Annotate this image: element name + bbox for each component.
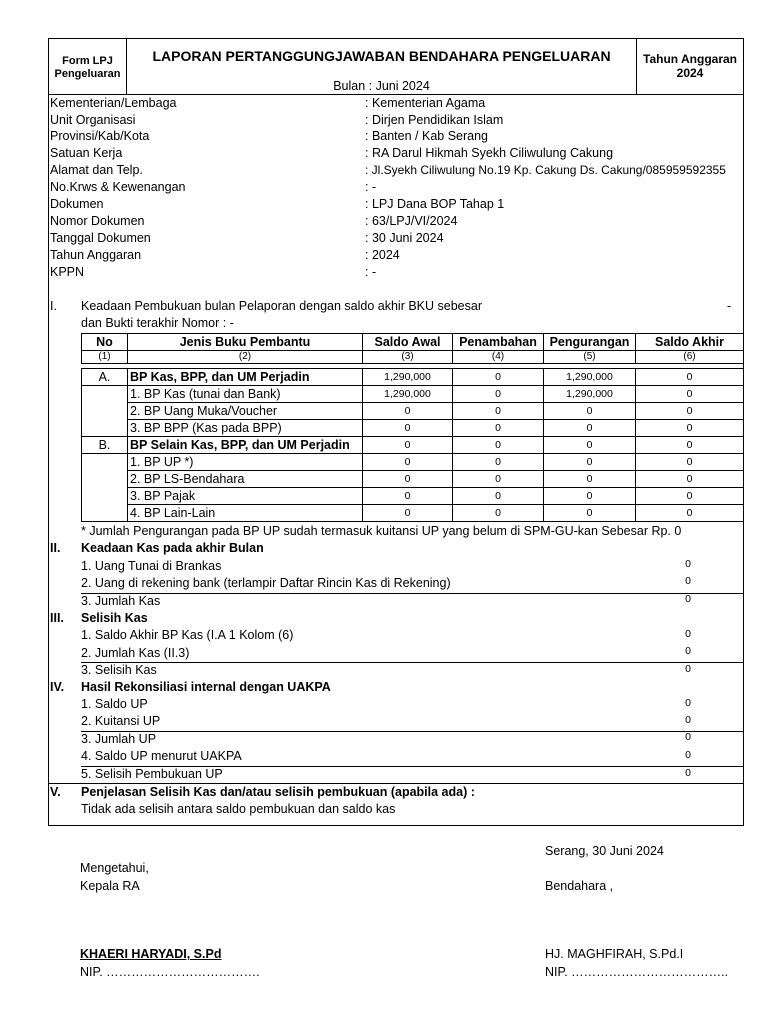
- row-number: [82, 386, 128, 437]
- section5-text: Tidak ada selisih antara saldo pembukuan dan saldo kas: [81, 802, 396, 816]
- table-footnote: * Jumlah Pengurangan pada BP UP sudah termasuk kuitansi UP yang belum di SPM-GU-kan Sebesar Rp. 0: [81, 524, 682, 538]
- row-name: BP Selain Kas, BPP, dan UM Perjadin: [128, 437, 363, 454]
- sub-ledger-table: [81, 333, 744, 522]
- penambahan: 0: [453, 505, 544, 522]
- pengurangan: 0: [544, 454, 636, 471]
- budget-year: [636, 39, 743, 95]
- place-date: Serang, 30 Juni 2024: [545, 844, 664, 858]
- penambahan: 0: [453, 437, 544, 454]
- column-header: Saldo Akhir: [636, 334, 744, 351]
- pengurangan: 0: [544, 420, 636, 437]
- row-name: 2. BP LS-Bendahara: [128, 471, 363, 488]
- row-name: 2. BP Uang Muka/Voucher: [128, 403, 363, 420]
- report-title: LAPORAN PERTANGGUNGJAWABAN BENDAHARA PENGELUARAN: [152, 48, 611, 64]
- table-row: [82, 505, 744, 522]
- info-label: Provinsi/Kab/Kota: [50, 129, 150, 143]
- saldo-awal: 0: [363, 488, 453, 505]
- info-value: : -: [365, 265, 377, 279]
- penambahan: 0: [453, 454, 544, 471]
- saldo-akhir: 0: [636, 437, 744, 454]
- column-header: Penambahan: [453, 334, 544, 351]
- section2-value: 0: [685, 593, 691, 605]
- info-label: KPPN: [50, 265, 85, 279]
- info-value: : RA Darul Hikmah Syekh Ciliwulung Cakung: [365, 146, 614, 160]
- saldo-awal: 0: [363, 403, 453, 420]
- column-header: Jenis Buku Pembantu: [128, 334, 363, 351]
- info-label: Tahun Anggaran: [50, 248, 142, 262]
- info-label: Alamat dan Telp.: [50, 163, 143, 177]
- section2-title: Keadaan Kas pada akhir Bulan: [81, 541, 264, 555]
- info-label: Unit Organisasi: [50, 113, 136, 127]
- saldo-akhir: 0: [636, 403, 744, 420]
- column-index: (5): [544, 351, 636, 364]
- table-row: [82, 420, 744, 437]
- info-value: : 2024: [365, 248, 400, 262]
- section4-value: 0: [685, 767, 691, 779]
- info-value: : Kementerian Agama: [365, 96, 486, 110]
- left-nip: NIP. ……………………………….: [80, 965, 260, 979]
- table-row: [82, 386, 744, 403]
- pengurangan: 1,290,000: [544, 386, 636, 403]
- form-label: [49, 39, 127, 95]
- column-index: (4): [453, 351, 544, 364]
- divider: [81, 731, 743, 732]
- section-number: IV.: [50, 680, 65, 694]
- info-label: Satuan Kerja: [50, 146, 123, 160]
- row-number: [82, 454, 128, 522]
- section4-value: 0: [685, 697, 691, 709]
- section4-item: 5. Selisih Pembukuan UP: [81, 767, 223, 781]
- divider: [81, 662, 743, 663]
- section1-amount: -: [727, 299, 732, 313]
- column-header: Pengurangan: [544, 334, 636, 351]
- title-cell: [127, 39, 636, 95]
- info-label: Kementerian/Lembaga: [50, 96, 177, 110]
- saldo-akhir: 0: [636, 471, 744, 488]
- pengurangan: 0: [544, 471, 636, 488]
- row-name: 4. BP Lain-Lain: [128, 505, 363, 522]
- pengurangan: 0: [544, 437, 636, 454]
- row-name: 3. BP BPP (Kas pada BPP): [128, 420, 363, 437]
- section4-value: 0: [685, 714, 691, 726]
- pengurangan: 0: [544, 505, 636, 522]
- table-row: [82, 454, 744, 471]
- penambahan: 0: [453, 471, 544, 488]
- section3-value: 0: [685, 663, 691, 675]
- acknowledged-label: Mengetahui,: [80, 861, 149, 875]
- right-signatory-name: HJ. MAGHFIRAH, S.Pd.I: [545, 947, 684, 961]
- section-number: III.: [50, 611, 64, 625]
- section1-text2: dan Bukti terakhir Nomor : -: [81, 316, 234, 330]
- section2-item: 2. Uang di rekening bank (terlampir Daftar Rincin Kas di Rekening): [81, 576, 451, 590]
- row-number: B.: [82, 437, 128, 454]
- table-row: [82, 471, 744, 488]
- saldo-awal: 1,290,000: [363, 369, 453, 386]
- saldo-awal: 0: [363, 505, 453, 522]
- saldo-akhir: 0: [636, 420, 744, 437]
- saldo-akhir: 0: [636, 369, 744, 386]
- right-nip: NIP. ………………………………..: [545, 965, 729, 979]
- column-header: Saldo Awal: [363, 334, 453, 351]
- pengurangan: 1,290,000: [544, 369, 636, 386]
- row-name: 1. BP Kas (tunai dan Bank): [128, 386, 363, 403]
- info-value: : Jl.Syekh Ciliwulung No.19 Kp. Cakung Ds. Cakung/085959592355: [365, 163, 726, 177]
- row-name: BP Kas, BPP, dan UM Perjadin: [128, 369, 363, 386]
- section4-item: 1. Saldo UP: [81, 697, 148, 711]
- section3-item: 2. Jumlah Kas (II.3): [81, 646, 190, 660]
- saldo-awal: 0: [363, 454, 453, 471]
- section-number: V.: [50, 785, 61, 799]
- saldo-awal: 1,290,000: [363, 386, 453, 403]
- column-index: (2): [128, 351, 363, 364]
- section4-title: Hasil Rekonsiliasi internal dengan UAKPA: [81, 680, 331, 694]
- saldo-awal: 0: [363, 437, 453, 454]
- column-index: (6): [636, 351, 744, 364]
- section3-item: 3. Selisih Kas: [81, 663, 157, 677]
- left-role: Kepala RA: [80, 879, 140, 893]
- table-row: [82, 403, 744, 420]
- budget-year-label: Tahun Anggaran: [643, 52, 737, 66]
- section2-value: 0: [685, 575, 691, 587]
- info-value: : Banten / Kab Serang: [365, 129, 489, 143]
- column-index: (3): [363, 351, 453, 364]
- penambahan: 0: [453, 420, 544, 437]
- penambahan: 0: [453, 403, 544, 420]
- info-label: No.Krws & Kewenangan: [50, 180, 186, 194]
- pengurangan: 0: [544, 488, 636, 505]
- form-label-line1: Form LPJ: [62, 55, 113, 67]
- left-signatory-name: KHAERI HARYADI, S.Pd: [80, 947, 222, 961]
- section-number: I.: [50, 299, 57, 313]
- column-header: No: [82, 334, 128, 351]
- table-row: [82, 488, 744, 505]
- info-label: Tanggal Dokumen: [50, 231, 151, 245]
- section3-value: 0: [685, 645, 691, 657]
- column-index: (1): [82, 351, 128, 364]
- section3-item: 1. Saldo Akhir BP Kas (I.A 1 Kolom (6): [81, 628, 294, 642]
- section3-title: Selisih Kas: [81, 611, 148, 625]
- row-number: A.: [82, 369, 128, 386]
- section3-value: 0: [685, 628, 691, 640]
- saldo-akhir: 0: [636, 386, 744, 403]
- info-value: : 63/LPJ/VI/2024: [365, 214, 458, 228]
- section5-title: Penjelasan Selisih Kas dan/atau selisih pembukuan (apabila ada) :: [81, 785, 475, 799]
- info-label: Nomor Dokumen: [50, 214, 145, 228]
- row-name: 1. BP UP *): [128, 454, 363, 471]
- saldo-akhir: 0: [636, 505, 744, 522]
- section4-value: 0: [685, 731, 691, 743]
- table-subheader-row: [82, 351, 744, 364]
- section2-item: 3. Jumlah Kas: [81, 594, 161, 608]
- info-value: : LPJ Dana BOP Tahap 1: [365, 197, 505, 211]
- saldo-awal: 0: [363, 420, 453, 437]
- table-row: [82, 369, 744, 386]
- penambahan: 0: [453, 386, 544, 403]
- section2-item: 1. Uang Tunai di Brankas: [81, 559, 222, 573]
- budget-year-value: 2024: [676, 66, 704, 80]
- saldo-awal: 0: [363, 471, 453, 488]
- section4-item: 4. Saldo UP menurut UAKPA: [81, 749, 242, 763]
- pengurangan: 0: [544, 403, 636, 420]
- section4-value: 0: [685, 749, 691, 761]
- table-header-row: [82, 334, 744, 351]
- table-row: [82, 437, 744, 454]
- penambahan: 0: [453, 369, 544, 386]
- section1-text: Keadaan Pembukuan bulan Pelaporan dengan saldo akhir BKU sebesar: [81, 299, 482, 313]
- report-frame: [48, 38, 744, 826]
- right-role: Bendahara ,: [545, 879, 614, 893]
- report-header: [49, 39, 743, 95]
- info-value: : -: [365, 180, 377, 194]
- report-month: Bulan : Juni 2024: [333, 79, 430, 93]
- penambahan: 0: [453, 488, 544, 505]
- section2-value: 0: [685, 558, 691, 570]
- divider: [81, 593, 743, 594]
- info-label: Dokumen: [50, 197, 104, 211]
- saldo-akhir: 0: [636, 454, 744, 471]
- form-label-line2: Pengeluaran: [54, 68, 121, 80]
- section-number: II.: [50, 541, 61, 555]
- row-name: 3. BP Pajak: [128, 488, 363, 505]
- info-value: : 30 Juni 2024: [365, 231, 444, 245]
- info-value: : Dirjen Pendidikan Islam: [365, 113, 504, 127]
- saldo-akhir: 0: [636, 488, 744, 505]
- section4-item: 3. Jumlah UP: [81, 732, 157, 746]
- section4-item: 2. Kuitansi UP: [81, 714, 161, 728]
